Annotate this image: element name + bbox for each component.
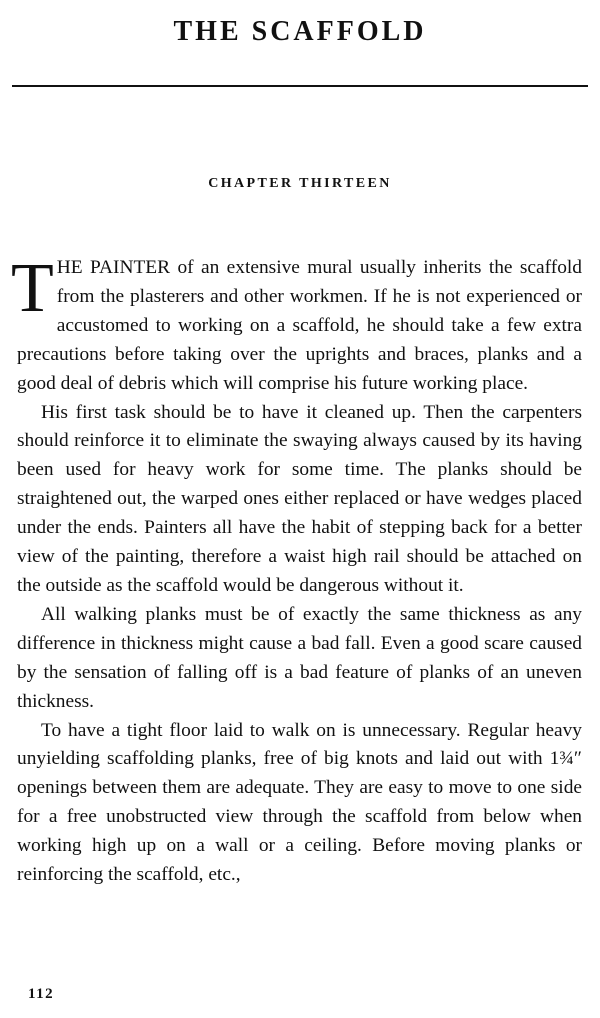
page-number: 112 [28, 986, 55, 1002]
paragraph-1-text: of an extensive mural usually inherits the scaffold from the plasterers and other workmen. If he is not experienced or accustomed to working on a scaffold, he should take a few extra precautions before taking over the uprights and braces, planks and a good deal of debris which will comprise his future working place. [17, 257, 582, 394]
chapter-heading: CHAPTER THIRTEEN [208, 176, 392, 191]
paragraph-3: All walking planks must be of exactly the same thickness as any difference in thickness might cause a bad fall. Even a good scare caused by the sensation of falling off is a bad feature of planks of an uneven thickness. [17, 603, 582, 712]
paragraph-4: To have a tight floor laid to walk on is unnecessary. Regular heavy unyielding scaffolding planks, free of big knots and laid out with 1¾″ openings between them are adequate. They are easy to move to one side for a free unobstructed view through the scaffold from below when working high up on a wall or a ceiling. Before moving planks or reinforcing the scaffold, etc., [17, 719, 582, 886]
body-text [11, 250, 582, 890]
opening-small-caps: HE PAINTER [56, 257, 171, 278]
paragraph-1 [11, 250, 582, 399]
drop-cap: T [11, 250, 54, 327]
paragraph-2: His first task should be to have it cleaned up. Then the carpenters should reinforce it to eliminate the swaying always caused by its having been used for heavy work for some time. The planks should be straightened out, the warped ones either replaced or have wedges placed under the ends. Painters all have the habit of stepping back for a better view of the painting, therefore a waist high rail should be attached on the outside as the scaffold would be dangerous without it. [17, 401, 582, 596]
running-head: THE SCAFFOLD [173, 16, 427, 47]
header-rule [12, 85, 588, 87]
